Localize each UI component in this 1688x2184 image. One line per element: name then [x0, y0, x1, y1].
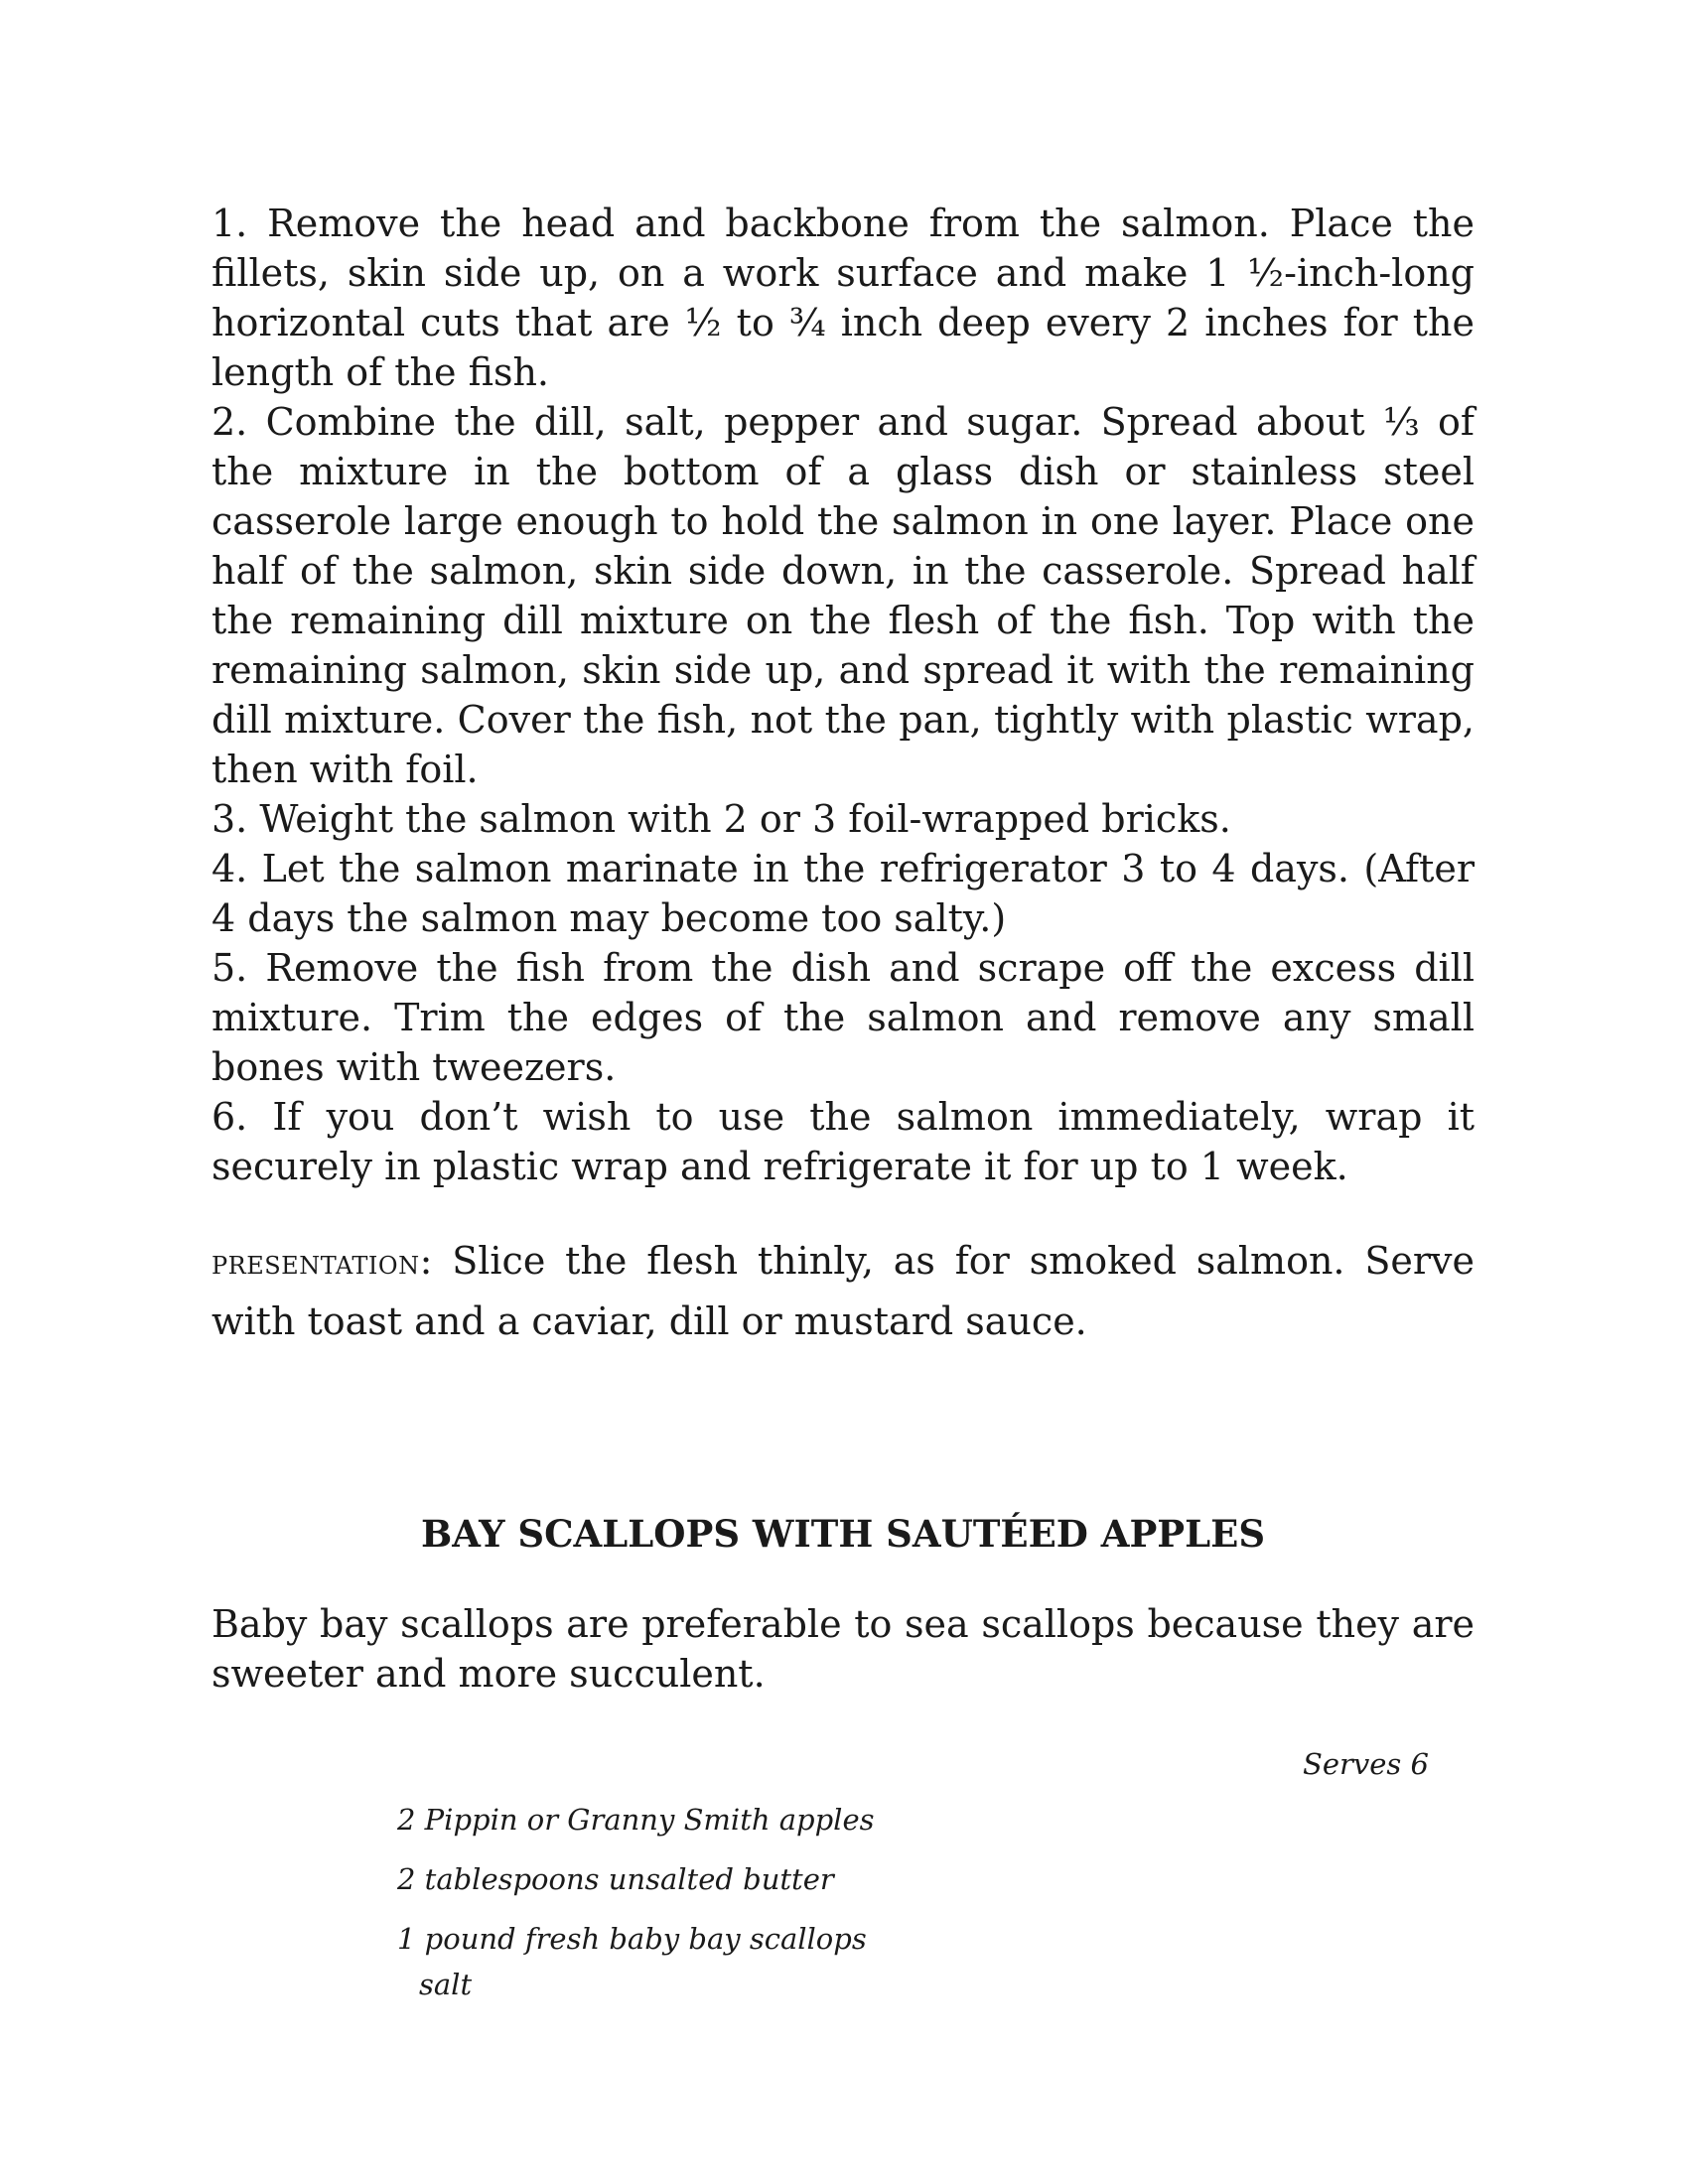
method-step-3: 3. Weight the salmon with 2 or 3 foil-wrapped bricks.	[211, 797, 1231, 841]
ingredient-item-salt: salt	[419, 1968, 473, 2001]
presentation-label: PRESENTATION	[211, 1252, 420, 1280]
method-step-4: 4. Let the salmon marinate in the refrigerator 3 to 4 days. (After 4 days the salmon may become too salty.)	[211, 847, 1475, 940]
ingredient-item: 2 Pippin or Granny Smith apples	[397, 1803, 875, 1837]
salmon-method-steps	[211, 199, 1475, 1191]
method-step-5: 5. Remove the fish from the dish and scrape off the excess dill mixture. Trim the edges of the salmon and remove any small bones with tweezers.	[211, 946, 1475, 1089]
ingredient-list	[397, 1802, 1475, 2002]
recipe-intro: Baby bay scallops are preferable to sea scallops because they are sweeter and more succulent.	[211, 1602, 1475, 1696]
presentation-note	[211, 1233, 1475, 1349]
recipe-title: BAY SCALLOPS WITH SAUTÉED APPLES	[420, 1512, 1266, 1556]
ingredient-item: 1 pound fresh baby bay scallops	[397, 1922, 867, 1956]
method-step-2: 2. Combine the dill, salt, pepper and sugar. Spread about ⅓ of the mixture in the bottom of a glass dish or stainless steel casserole large enough to hold the salmon in one layer. Place one half of the salmon, skin side down, in the casserole. Spread half the remaining dill mixture on the flesh of the fish. Top with the remaining salmon, skin side up, and spread it with the remaining dill mixture. Cover the fish, not the pan, tightly with plastic wrap, then with foil.	[211, 400, 1475, 791]
recipe-serves: Serves 6	[1303, 1747, 1429, 1781]
presentation-separator: :	[419, 1239, 433, 1283]
presentation-text: Slice the flesh thinly, as for smoked salmon. Serve with toast and a caviar, dill or mustard sauce.	[211, 1239, 1475, 1343]
method-step-1: 1. Remove the head and backbone from the salmon. Place the fillets, skin side up, on a work surface and make 1 ½-inch-long horizontal cuts that are ½ to ¾ inch deep every 2 inches for the length of the fish.	[211, 202, 1475, 394]
document-page	[211, 199, 1475, 2026]
ingredient-item: 2 tablespoons unsalted butter	[397, 1862, 834, 1896]
method-step-6: 6. If you don’t wish to use the salmon immediately, wrap it securely in plastic wrap and refrigerate it for up to 1 week.	[211, 1095, 1475, 1188]
